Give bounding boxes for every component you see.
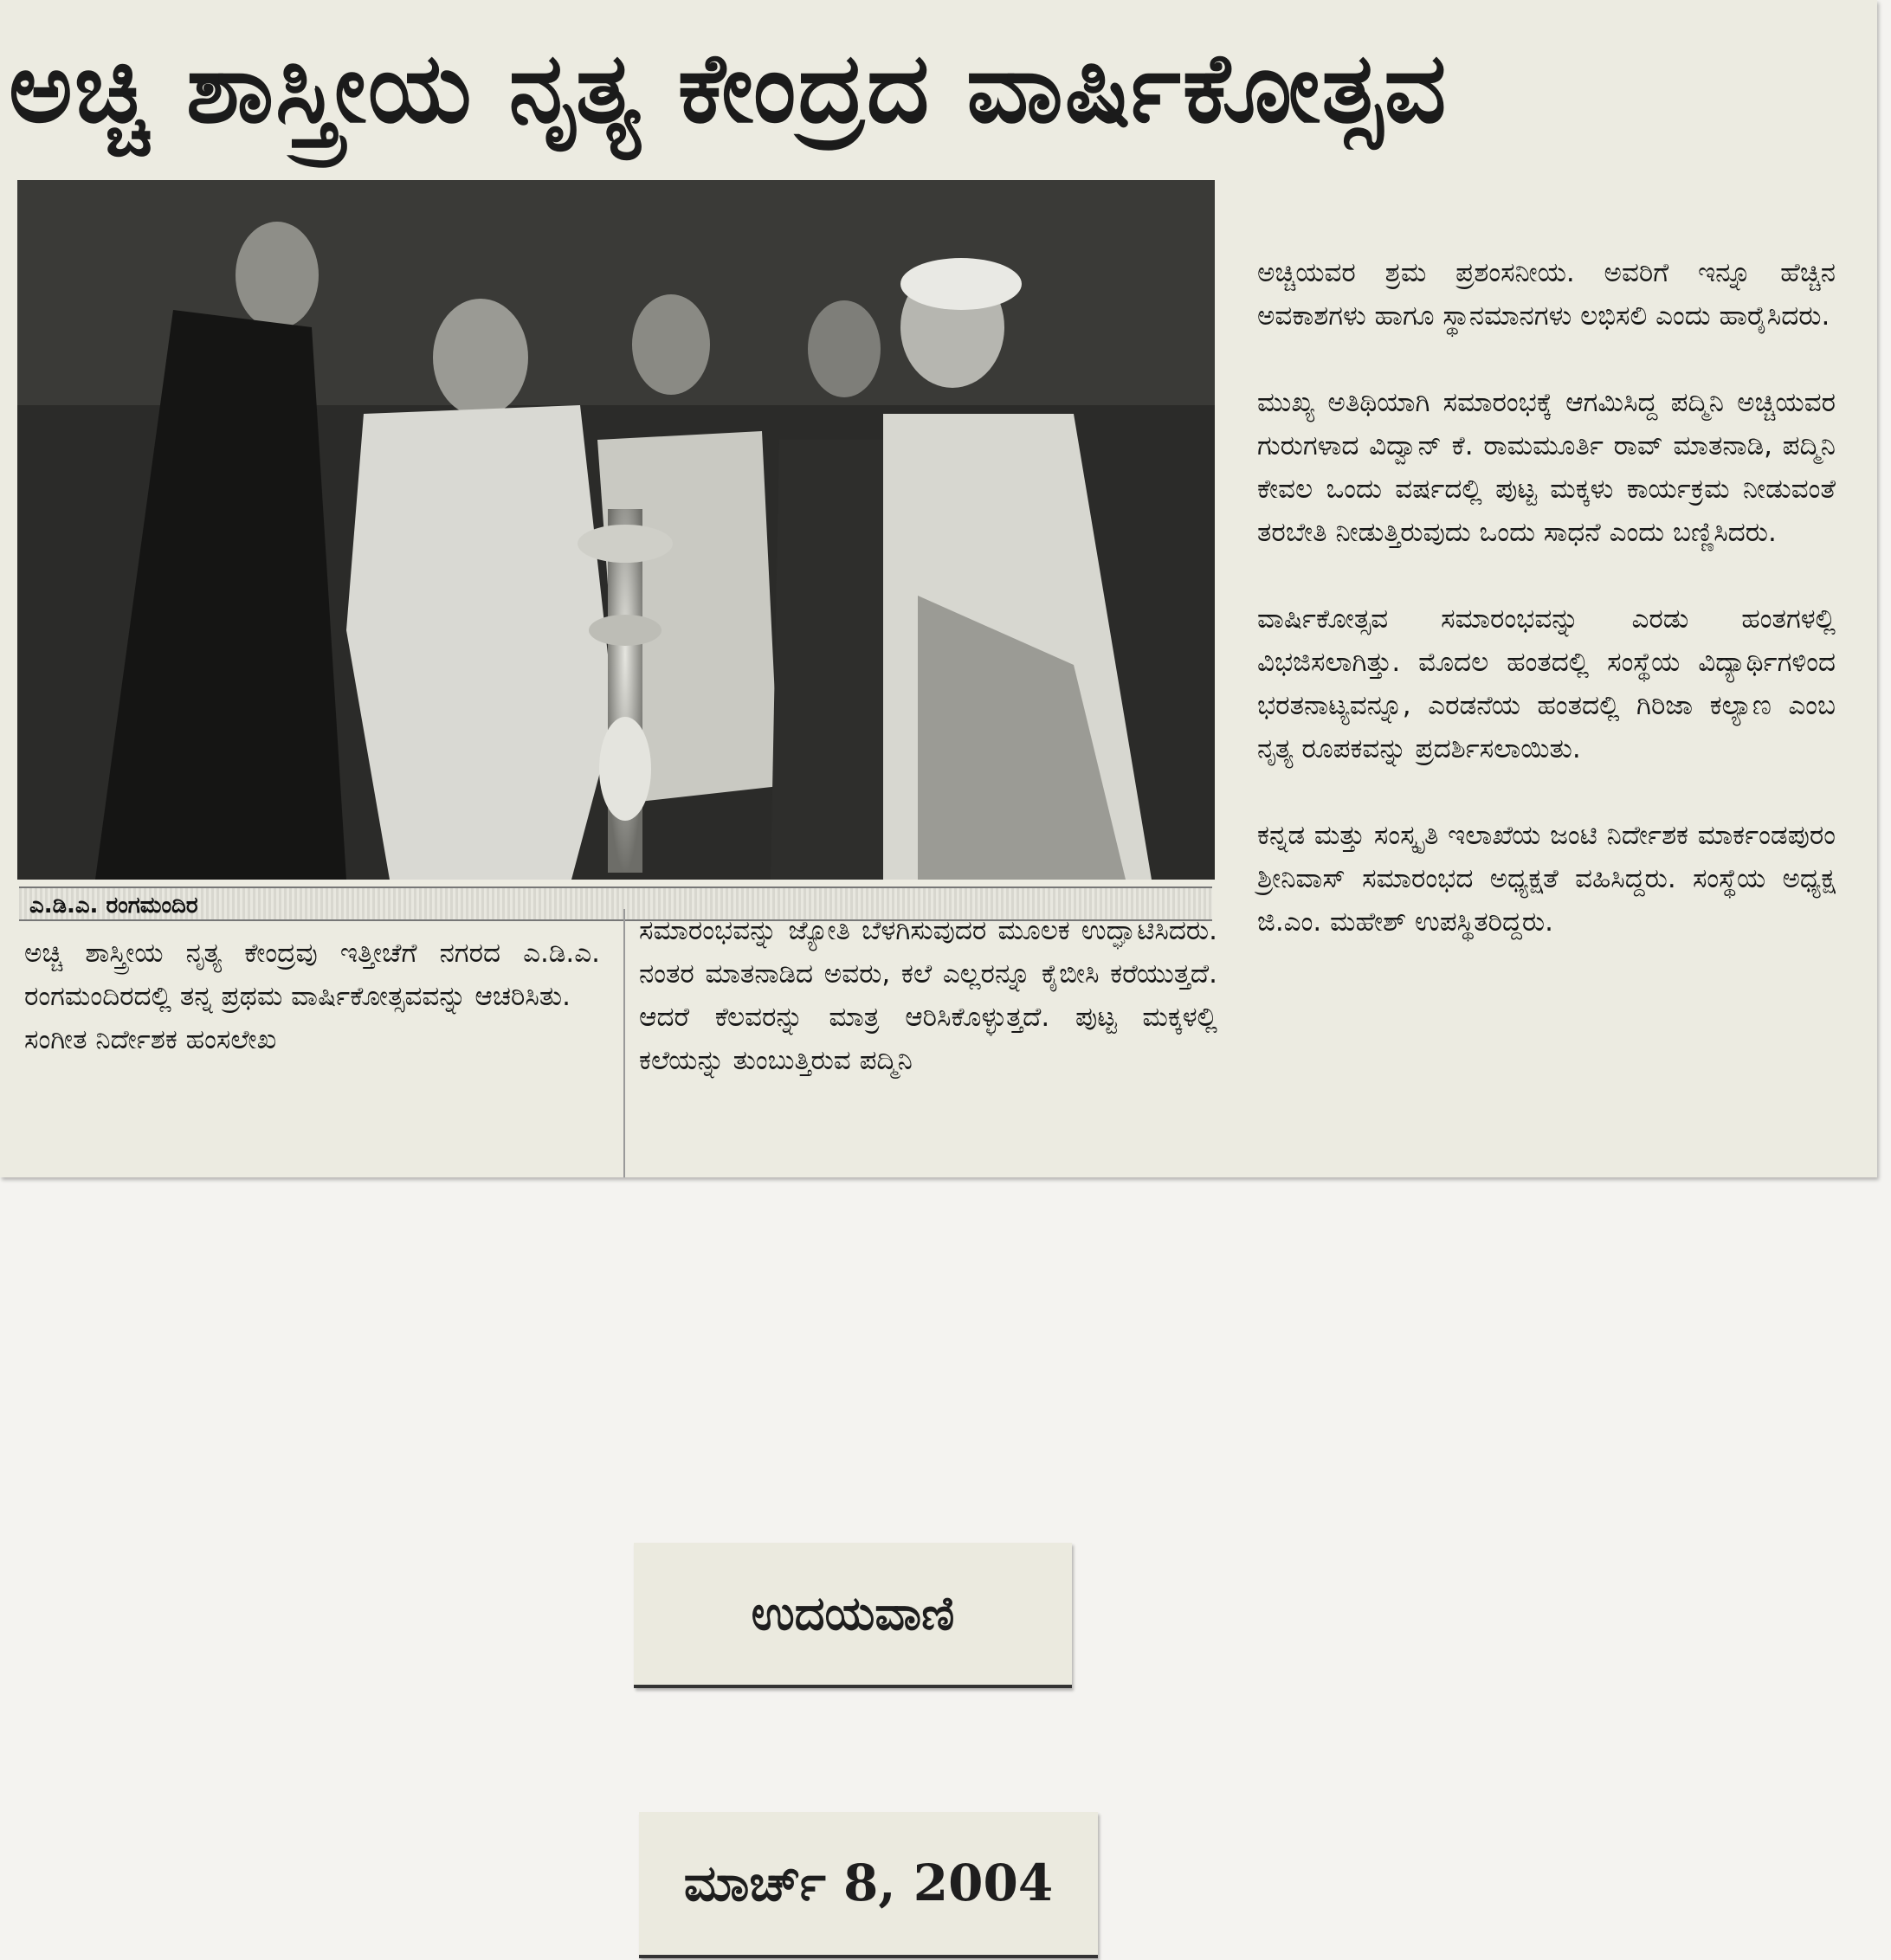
paragraph: ಮುಖ್ಯ ಅತಿಥಿಯಾಗಿ ಸಮಾರಂಭಕ್ಕೆ ಆಗಮಿಸಿದ್ದ ಪದ್ಮಿನಿ ಅಚ್ಚಿಯವರ ಗುರುಗಳಾದ ವಿದ್ವಾನ್ ಕೆ. ರಾಮಮೂರ್ತಿ ರಾವ್ ಮಾತನಾಡಿ, ಪದ್ಮಿನಿ ಕೇವಲ ಒಂದು ವರ್ಷದಲ್ಲಿ ಪುಟ್ಟ ಮಕ್ಕಳು ಕಾರ್ಯಕ್ರಮ ನೀಡುವಂತೆ ತರಬೇತಿ ನೀಡುತ್ತಿರುವುದು ಒಂದು ಸಾಧನೆ ಎಂದು ಬಣ್ಣಿಸಿದರು. — [1257, 387, 1836, 548]
paragraph: ವಾರ್ಷಿಕೋತ್ಸವ ಸಮಾರಂಭವನ್ನು ಎರಡು ಹಂತಗಳಲ್ಲಿ ವಿಭಜಿಸಲಾಗಿತ್ತು. ಮೊದಲ ಹಂತದಲ್ಲಿ ಸಂಸ್ಥೆಯ ವಿದ್ಯಾರ್ಥಿಗಳಿಂದ ಭರತನಾಟ್ಯವನ್ನೂ, ಎರಡನೆಯ ಹಂತದಲ್ಲಿ ಗಿರಿಜಾ ಕಲ್ಯಾಣ ಎಂಬ ನೃತ್ಯ ರೂಪಕವನ್ನು ಪ್ರದರ್ಶಿಸಲಾಯಿತು. — [1257, 603, 1836, 764]
event-photo — [17, 180, 1215, 880]
photo-caption: ಎ.ಡಿ.ಎ. ರಂಗಮಂದಿರ — [19, 887, 1212, 921]
article-column-1: ಅಚ್ಚಿ ಶಾಸ್ತ್ರೀಯ ನೃತ್ಯ ಕೇಂದ್ರವು ಇತ್ತೀಚೆಗೆ ನಗರದ ಎ.ಡಿ.ಎ. ರಂಗಮಂದಿರದಲ್ಲಿ ತನ್ನ ಪ್ರಥಮ ವಾರ್ಷಿಕೋತ್ಸವವನ್ನು ಆಚರಿಸಿತು. ಸಂಗೀತ ನಿರ್ದೇಶಕ ಹಂಸಲೇಖ — [24, 938, 600, 1055]
photo-illustration — [17, 180, 1215, 880]
article-column-3 — [1257, 208, 1836, 987]
publication-date: ಮಾರ್ಚ್ 8, 2004 — [639, 1812, 1098, 1958]
article-column-2: ಸಮಾರಂಭವನ್ನು ಜ್ಯೋತಿ ಬೆಳಗಿಸುವುದರ ಮೂಲಕ ಉದ್ಘಾಟಿಸಿದರು. ನಂತರ ಮಾತನಾಡಿದ ಅವರು, ಕಲೆ ಎಲ್ಲರನ್ನೂ ಕೈಬೀಸಿ ಕರೆಯುತ್ತದೆ. ಆದರೆ ಕೆಲವರನ್ನು ಮಾತ್ರ ಆರಿಸಿಕೊಳ್ಳುತ್ತದೆ. ಪುಟ್ಟ ಮಕ್ಕಳಲ್ಲಿ ಕಲೆಯನ್ನು ತುಂಬುತ್ತಿರುವ ಪದ್ಮಿನಿ — [639, 915, 1217, 1076]
newspaper-name: ಉದಯವಾಣಿ — [634, 1543, 1072, 1688]
headline: ಅಚ್ಚಿ ಶಾಸ್ತ್ರೀಯ ನೃತ್ಯ ಕೇಂದ್ರದ ವಾರ್ಷಿಕೋತ್ಸವ — [9, 32, 1449, 145]
paragraph: ಕನ್ನಡ ಮತ್ತು ಸಂಸ್ಕೃತಿ ಇಲಾಖೆಯ ಜಂಟಿ ನಿರ್ದೇಶಕ ಮಾರ್ಕಂಡಪುರಂ ಶ್ರೀನಿವಾಸ್ ಸಮಾರಂಭದ ಅಧ್ಯಕ್ಷತೆ ವಹಿಸಿದ್ದರು. ಸಂಸ್ಥೆಯ ಅಧ್ಯಕ್ಷ ಜಿ.ಎಂ. ಮಹೇಶ್ ಉಪಸ್ಥಿತರಿದ್ದರು. — [1257, 820, 1836, 938]
column-divider — [623, 909, 625, 1177]
paragraph: ಅಚ್ಚಿಯವರ ಶ್ರಮ ಪ್ರಶಂಸನೀಯ. ಅವರಿಗೆ ಇನ್ನೂ ಹೆಚ್ಚಿನ ಅವಕಾಶಗಳು ಹಾಗೂ ಸ್ಥಾನಮಾನಗಳು ಲಭಿಸಲಿ ಎಂದು ಹಾರೈಸಿದರು. — [1257, 257, 1836, 332]
